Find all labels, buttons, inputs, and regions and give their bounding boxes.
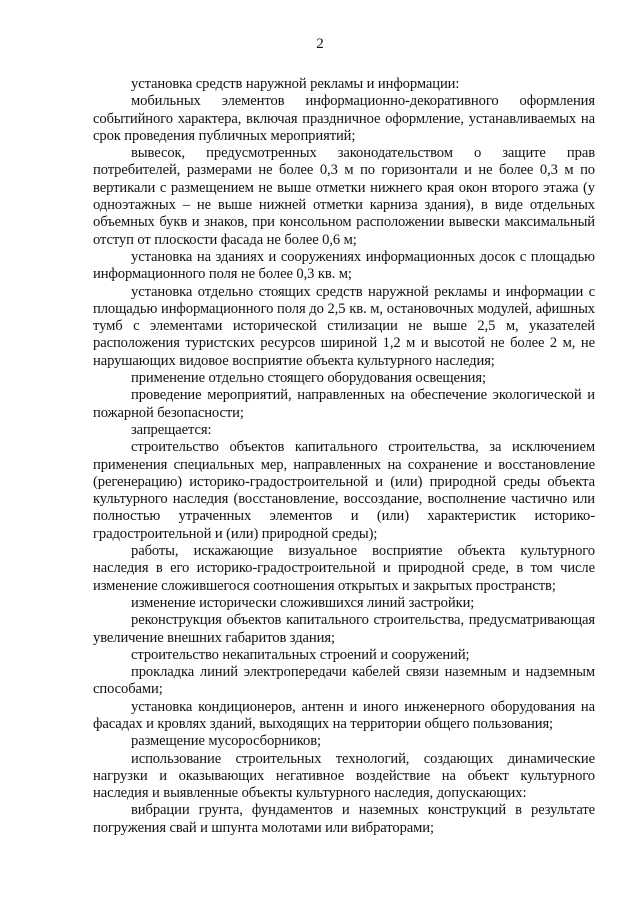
paragraph: установка средств наружной рекламы и информации: (131, 76, 460, 92)
paragraph: размещение мусоросборников; (131, 733, 321, 750)
paragraph: установка отдельно стоящих средств наружной рекламы и информации с площадью информационного поля до 2,5 кв. м, остановочных модулей, афишных тумб с элементами исторической стилизации не выше 2,5 м, указателей расположения туристских ресурсов шириной 1,2 м и высотой не более 2 м, не нарушающих видовое восприятие объекта культурного наследия; (93, 283, 595, 369)
paragraph: вибрации грунта, фундаментов и наземных конструкций в результате погружения свай и шпунта молотами или вибраторами; (93, 802, 595, 836)
paragraph: прокладка линий электропередачи кабелей связи наземным и надземным способами; (93, 664, 595, 698)
paragraph: применение отдельно стоящего оборудования освещения; (131, 370, 486, 387)
paragraph: мобильных элементов информационно-декоративного оформления событийного характера, включая праздничное оформление, устанавливаемых на срок проведения публичных мероприятий; (93, 93, 595, 144)
paragraph: работы, искажающие визуальное восприятие объекта культурного наследия в его историко-градостроительной и природной среде, в том числе изменение сложившегося соотношения открытых и закрытых пространств; (93, 543, 595, 594)
paragraph: использование строительных технологий, создающих динамические нагрузки и оказывающих негативное воздействие на объект культурного наследия и выявленные объекты культурного наследия, допускающих: (93, 750, 595, 802)
paragraph: строительство объектов капитального строительства, за исключением применения специальных мер, направленных на сохранение и восстановление (регенерацию) историко-градостроительной и (или) природной среды объекта культурного наследия (восстановление, воссоздание, восполнение частично или полностью утраченных элементов и (или) характеристик историко-градостроительной и (или) природной среды); (93, 439, 595, 542)
paragraph: строительство некапитальных строений и сооружений; (131, 646, 470, 663)
paragraph: установка кондиционеров, антенн и иного инженерного оборудования на фасадах и кровлях зданий, выходящих на территории общего пользования; (93, 698, 595, 732)
paragraph: вывесок, предусмотренных законодательством о защите прав потребителей, размерами не более 0,3 м по горизонтали и не более 0,3 м по вертикали с размещением не выше отметки нижнего края окон второго этажа (у одноэтажных – не выше нижней отметки карниза здания), в виде отдельных объемных букв и знаков, при консольном расположении вывески максимальный отступ от плоскости фасада не более 0,6 м; (93, 145, 595, 248)
paragraph: реконструкция объектов капитального строительства, предусматривающая увеличение внешних габаритов здания; (93, 612, 595, 646)
document-body (93, 76, 595, 837)
paragraph: запрещается: (131, 421, 212, 438)
paragraph: проведение мероприятий, направленных на обеспечение экологической и пожарной безопасности; (93, 387, 595, 421)
page-number: 2 (316, 36, 324, 52)
paragraph: изменение исторически сложившихся линий застройки; (131, 594, 475, 611)
paragraph: установка на зданиях и сооружениях информационных досок с площадью информационного поля не более 0,3 кв. м; (93, 248, 595, 283)
